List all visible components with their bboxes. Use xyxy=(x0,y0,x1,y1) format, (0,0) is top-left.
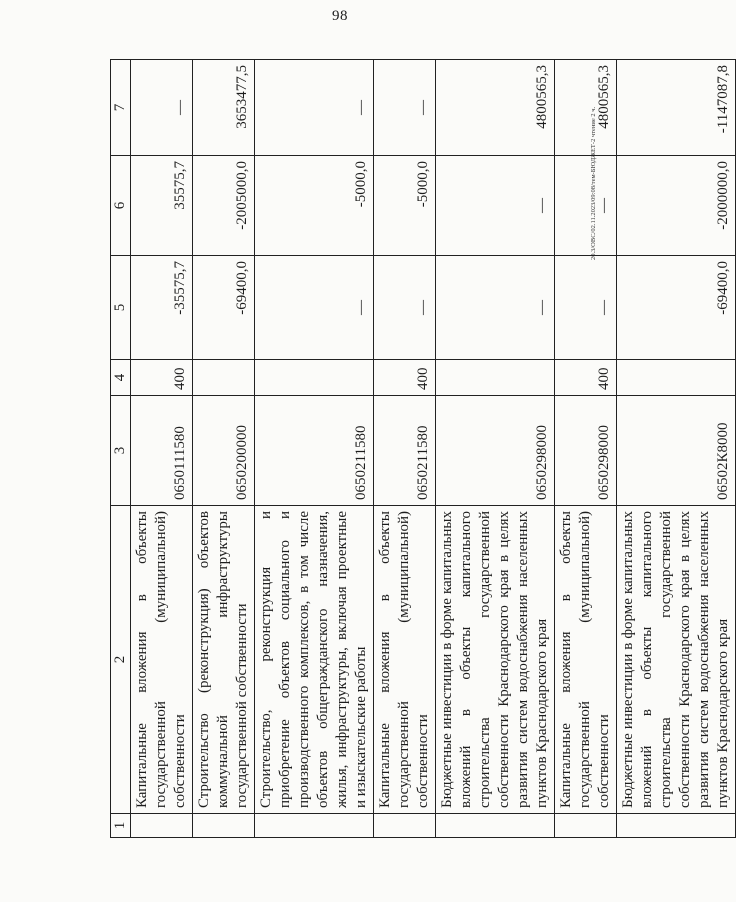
document-stamp: 20.3/ОВС/02.11.2023/09:08/тем-БЮДЖЕТ-2 чтение 2 ч. xyxy=(590,106,597,260)
row-name: Капитальные вложения в объекты государственной (муниципальной) собственности xyxy=(131,506,193,814)
row-value-6: -5000,0 xyxy=(255,156,374,256)
table-header-row xyxy=(111,60,131,838)
row-name: Строительство, реконструкция и приобретение объектов социального и производственного комплексов, в том числе объектов общегражданского назначения, жилья, инфраструктуры, включая проектные и изыскательские работы xyxy=(255,506,374,814)
column-header: 7 xyxy=(111,60,131,156)
row-value-6: -5000,0 xyxy=(374,156,436,256)
column-header: 3 xyxy=(111,396,131,506)
row-value-5: -69400,0 xyxy=(193,256,255,360)
column-header: 5 xyxy=(111,256,131,360)
row-type xyxy=(436,360,555,396)
row-value-5: — xyxy=(374,256,436,360)
row-code: 0650298000 xyxy=(555,396,617,506)
row-value-5: -35575,7 xyxy=(131,256,193,360)
row-code: 0650211580 xyxy=(374,396,436,506)
row-value-7: 4800565,3 xyxy=(555,60,617,156)
row-number-cell xyxy=(131,814,193,838)
row-number-cell xyxy=(436,814,555,838)
row-number-cell xyxy=(255,814,374,838)
row-value-6: -2000000,0 xyxy=(617,156,736,256)
row-value-5: — xyxy=(555,256,617,360)
row-code: 0650298000 xyxy=(436,396,555,506)
row-name: Бюджетные инвестиции в форме капитальных вложений в объекты капитального строительства государственной собственности Краснодарского края в целях развития систем водоснабжения населенных пунктов Краснодарского края xyxy=(617,506,736,814)
row-code: 0650200000 xyxy=(193,396,255,506)
row-code: 0650211580 xyxy=(255,396,374,506)
row-number-cell xyxy=(617,814,736,838)
row-value-7: — xyxy=(374,60,436,156)
budget-table xyxy=(110,59,736,838)
row-value-6: — xyxy=(555,156,617,256)
row-type xyxy=(617,360,736,396)
row-value-7: -1147087,8 xyxy=(617,60,736,156)
column-header: 2 xyxy=(111,506,131,814)
page-number: 98 xyxy=(332,8,348,24)
column-header: 1 xyxy=(111,814,131,838)
column-header: 4 xyxy=(111,360,131,396)
table-row xyxy=(555,60,617,838)
row-code: 0650111580 xyxy=(131,396,193,506)
row-type xyxy=(255,360,374,396)
row-value-6: -2005000,0 xyxy=(193,156,255,256)
table-row xyxy=(436,60,555,838)
row-type: 400 xyxy=(555,360,617,396)
row-number-cell xyxy=(374,814,436,838)
column-header: 6 xyxy=(111,156,131,256)
row-value-6: 35575,7 xyxy=(131,156,193,256)
row-value-6: — xyxy=(436,156,555,256)
row-value-7: 3653477,5 xyxy=(193,60,255,156)
table-row xyxy=(131,60,193,838)
row-number-cell xyxy=(555,814,617,838)
row-value-5: — xyxy=(255,256,374,360)
row-type: 400 xyxy=(374,360,436,396)
row-value-7: 4800565,3 xyxy=(436,60,555,156)
row-value-7: — xyxy=(255,60,374,156)
row-name: Строительство (реконструкция) объектов коммунальной инфраструктуры государственной собственности xyxy=(193,506,255,814)
table-row xyxy=(374,60,436,838)
row-name: Капитальные вложения в объекты государственной (муниципальной) собственности xyxy=(555,506,617,814)
row-name: Бюджетные инвестиции в форме капитальных вложений в объекты капитального строительства государственной собственности Краснодарского края в целях развития систем водоснабжения населенных пунктов Краснодарского края xyxy=(436,506,555,814)
row-type xyxy=(193,360,255,396)
row-name: Капитальные вложения в объекты государственной (муниципальной) собственности xyxy=(374,506,436,814)
table-row xyxy=(617,60,736,838)
table-row xyxy=(255,60,374,838)
row-number-cell xyxy=(193,814,255,838)
row-value-7: — xyxy=(131,60,193,156)
row-value-5: — xyxy=(436,256,555,360)
row-value-5: -69400,0 xyxy=(617,256,736,360)
table-row xyxy=(193,60,255,838)
row-type: 400 xyxy=(131,360,193,396)
row-code: 06502К8000 xyxy=(617,396,736,506)
